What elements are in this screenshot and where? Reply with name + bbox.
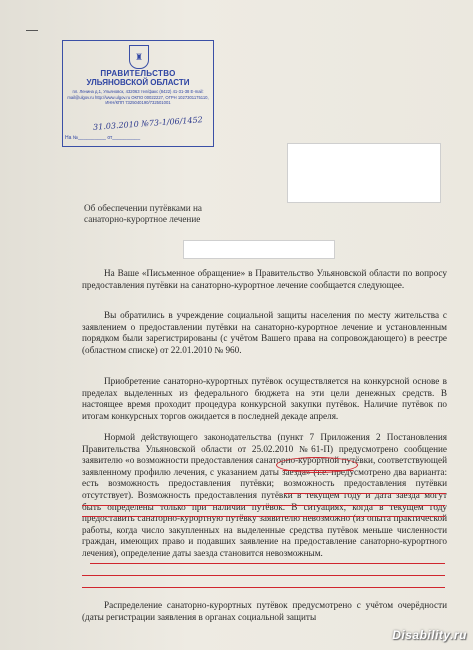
red-underline — [82, 587, 445, 588]
red-underline — [82, 505, 445, 506]
red-underline — [82, 575, 445, 576]
subject-line1: Об обеспечении путёвками на — [84, 203, 203, 213]
site-watermark: Disability.ru — [392, 628, 467, 642]
red-underline — [90, 563, 445, 564]
stamp-org-line2: УЛЬЯНОВСКОЙ ОБЛАСТИ — [86, 78, 190, 87]
paragraph-4: Нормой действующего законодательства (пункт 7 Приложения 2 Постановления Правительства Ульяновской области от 25.02.2010 №61-П) предусмотрено сообщение заявителю «о возможности предоставления санаторно-курортной путёвки, соответствующей заявленному профилю лечения, с указанием даты заезда» (т.е. предусмотрено два варианта: есть возможность предоставления путёвки; возможность предоставления путёвки отсутствует). Возможность предоставления путёвки в текущем году и дата заезда могут быть определены только при наличии путёвок. В ситуациях, когда в текущем году предоставить санаторно-курортную путёвку заявителю невозможно (из опыта практической работы, когда число закупленных на выделенные средства путёвок меньше численности граждан, имеющих право и подавших заявление на предоставление санаторно-курортного лечения), определение даты заезда становится невозможным. — [82, 432, 447, 558]
paragraph-2: Вы обратились в учреждение социальной защиты населения по месту жительства с заявлением о предоставлении путёвки на санаторно-курортное лечение и установленным порядком были зарегистрированы (с учётом Вашего права на сопровождающего) в реестре (областном списке) от 22.01.2010 № 960. — [82, 310, 447, 355]
paragraph-5: Распределение санаторно-курортных путёвок предусмотрено с учётом очерёдности (даты регистрации заявления в органах социальной защиты — [82, 600, 447, 622]
red-underline — [284, 493, 446, 494]
stamp-number-line: На №__________ от__________ — [65, 135, 141, 141]
letter-subject — [84, 203, 202, 225]
red-underline — [82, 516, 445, 517]
coat-of-arms-icon: ♜ — [129, 45, 149, 69]
letterhead-stamp — [62, 40, 214, 147]
red-underline — [283, 470, 353, 471]
redacted-addressee — [287, 143, 441, 203]
paragraph-3: Приобретение санаторно-курортных путёвок осуществляется на конкурсной основе в пределах выделенных из федерального бюджета на эти цели денежных средств. В настоящее время проходит процедура конкурсной закупки путёвок. Наличие путёвок по итогам конкурсных торгов ожидается в последней декаде апреля. — [82, 376, 447, 421]
stamp-org-line1: ПРАВИТЕЛЬСТВО — [100, 69, 176, 78]
handwritten-registration: 31.03.2010 №73-1/06/1452 — [92, 115, 204, 132]
subject-line2: санаторно-курортное лечение — [84, 214, 201, 224]
stamp-address: пл. Ленина д.1, Ульяновск, 432063 тел/факс (8422) 41-31-38 E-mail: mail@ulgov.ru http://www.ulgov.ru ОКПО 00022227, ОГРН 1027301175110, ИНН/КПП 7325040190/732501001 — [67, 89, 209, 105]
redacted-salutation — [183, 240, 335, 259]
scan-mark — [26, 30, 38, 31]
paragraph-1: На Ваше «Письменное обращение» в Правительство Ульяновской области по вопросу предоставления путёвки на санаторно-курортное лечение сообщается следующее. — [82, 268, 447, 290]
